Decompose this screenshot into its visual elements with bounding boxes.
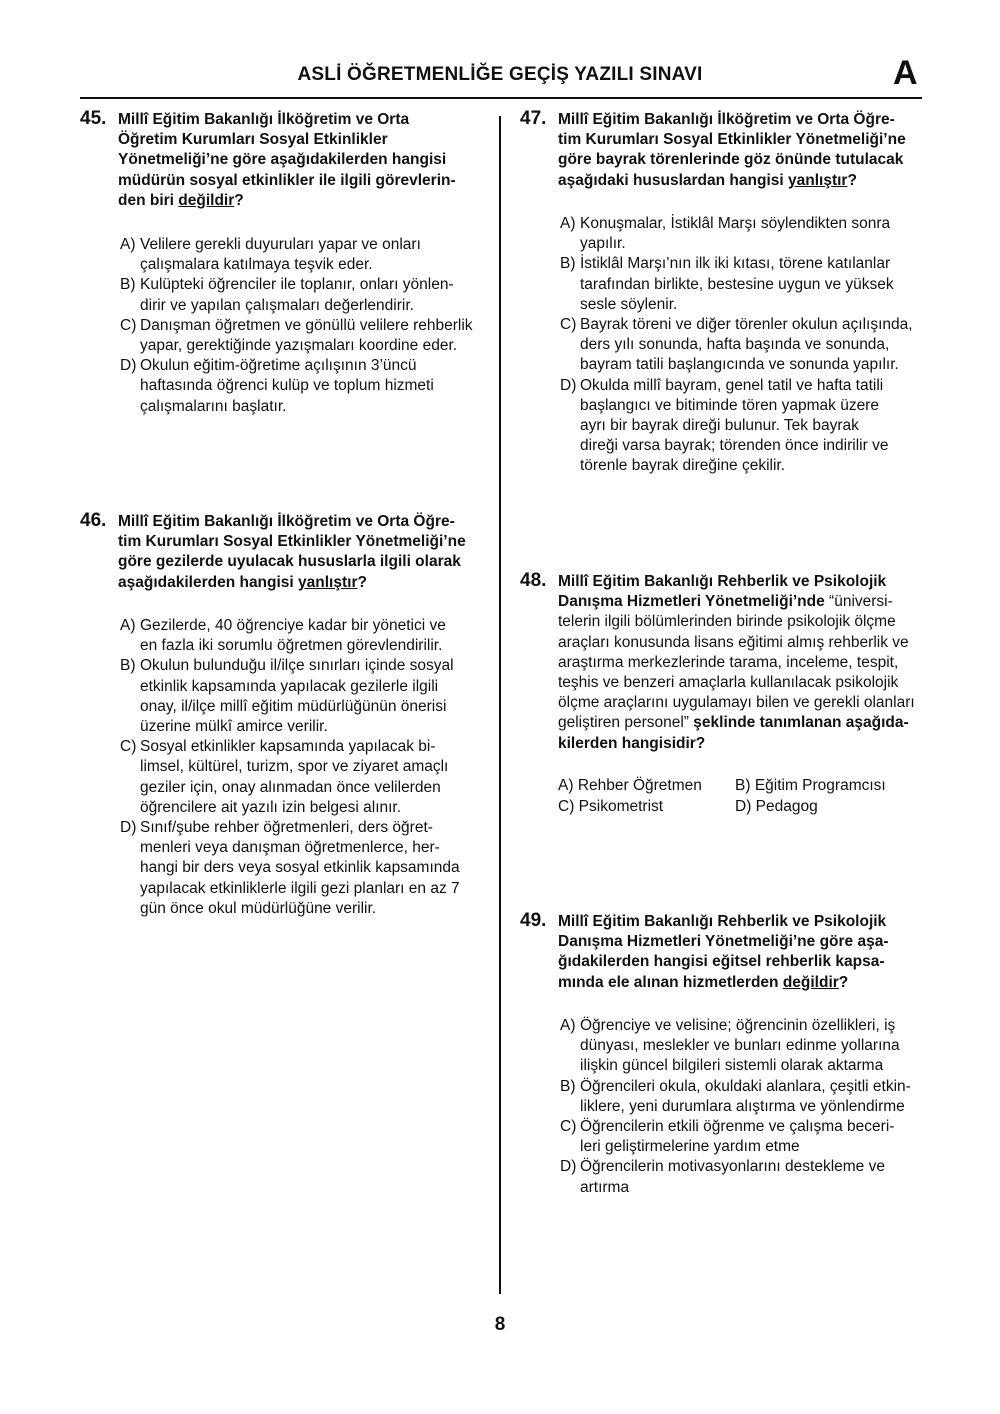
question-number: 47. [520, 108, 547, 129]
choice-d[interactable]: D) Öğrencilerin motivasyonlarını destekleme ve artırma [560, 1158, 885, 1196]
column-divider [499, 116, 501, 1294]
question-number: 46. [80, 510, 107, 531]
exam-title: ASLİ ÖĞRETMENLİĞE GEÇİŞ YAZILI SINAVI [297, 64, 703, 85]
question-stem: Millî Eğitim Bakanlığı Rehberlik ve Psikolojik Danışma Hizmetleri Yönetmeliği’nde “üniversi- telerin ilgili bölümlerinden birinde psikolojik ölçme araçları konusunda lisans eğitimi almış rehberlik ve araştırma merkezlerinde tarama, inceleme, tespit, teşhis ve benzeri amaçlarla kullanılacak psikolojik ölçme araçlarını uygulamayı bilen ve gerekli olanları geliştiren personel” şeklinde tanımlanan aşağıda- kilerden hangisidir? [558, 573, 915, 752]
question-stem: Millî Eğitim Bakanlığı Rehberlik ve Psikolojik Danışma Hizmetleri Yönetmeliği’ne göre aşa- ğıdakilerden hangisi eğitsel rehberlik kapsa- mında ele alınan hizmetlerden değildir? [558, 913, 889, 991]
choice-d[interactable]: D) Sınıf/şube rehber öğretmenleri, ders öğret- menleri veya danışman öğretmenlerce, her- hangi bir ders veya sosyal etkinlik kapsamında yapılacak etkinliklerle ilgili gezi planları en az 7 gün önce okul müdürlüğüne verilir. [120, 819, 460, 917]
choice-c[interactable]: C) Sosyal etkinlikler kapsamında yapılacak bi- limsel, kültürel, turizm, spor ve ziyaret amaçlı geziler için, onay alınmadan önce velilerden öğrencilere ait yazılı izin belgesi alınır. [120, 738, 449, 816]
answer-choices [560, 1016, 935, 1198]
header-divider [80, 97, 922, 99]
question-stem: Millî Eğitim Bakanlığı İlköğretim ve Orta Öğre- tim Kurumları Sosyal Etkinlikler Yönetmeliği’ne göre gezilerde uyulacak hususlarla ilgili olarak aşağıdakilerden hangisi yanlıştır? [118, 513, 466, 591]
choice-b[interactable]: B) Kulüpteki öğrenciler ile toplanır, onları yönlen- dirir ve yapılan çalışmaları değerlendirir. [120, 276, 454, 314]
choice-b[interactable]: B) İstiklâl Marşı’nın ilk iki kıtası, törene katılanlar tarafından birlikte, bestesine uygun ve yüksek sesle söylenir. [560, 255, 894, 313]
answer-choices [558, 776, 935, 817]
choice-a[interactable]: A) Gezilerde, 40 öğrenciye kadar bir yönetici ve en fazla iki sorumlu öğretmen görevlendirilir. [120, 617, 446, 655]
choice-a[interactable]: A) Konuşmalar, İstiklâl Marşı söylendikten sonra yapılır. [560, 215, 891, 253]
choice-a[interactable]: A) Öğrenciye ve velisine; öğrencinin özellikleri, iş dünyası, meslekler ve bunları edinme yollarına ilişkin güncel bilgileri sistemli olarak aktarma [560, 1017, 900, 1075]
question-49 [520, 912, 930, 1202]
choice-c[interactable]: C) Öğrencilerin etkili öğrenme ve çalışma beceri- leri geliştirmelerine yardım etme [560, 1118, 895, 1156]
choice-c[interactable]: C) Bayrak töreni ve diğer törenler okulun açılışında, ders yılı sonunda, hafta başında ve sonunda, bayram tatili başlangıcında ve sonunda yapılır. [560, 316, 913, 374]
answer-choices [120, 235, 490, 417]
question-48 [520, 572, 930, 822]
question-number: 49. [520, 910, 547, 931]
question-stem: Millî Eğitim Bakanlığı İlköğretim ve Orta Öğretim Kurumları Sosyal Etkinlikler Yönetmeliği’ne göre aşağıdakilerden hangisi müdürün sosyal etkinlikler ile ilgili görevlerin- den biri değildir? [118, 111, 456, 209]
choice-d[interactable]: D) Pedagog [735, 797, 818, 815]
choice-d[interactable]: D) Okulda millî bayram, genel tatil ve hafta tatili başlangıcı ve bitiminde tören yapmak üzere ayrı bir bayrak direği bulunur. Tek bayrak direği varsa bayrak; törenden önce indirilir ve törenle bayrak direğine çekilir. [560, 376, 889, 475]
answer-choices [120, 616, 495, 919]
choice-a[interactable]: A) Rehber Öğretmen [558, 777, 702, 794]
booklet-type: A [893, 54, 918, 92]
question-47 [520, 110, 930, 480]
answer-choices [560, 214, 935, 477]
choice-b[interactable]: B) Okulun bulunduğu il/ilçe sınırları içinde sosyal etkinlik kapsamında yapılacak gezilerle ilgili onay, il/ilçe millî eğitim müdürlüğünün önerisi üzerine mülkî amirce verilir. [120, 657, 454, 736]
choice-c[interactable]: C) Psikometrist [558, 797, 664, 815]
choice-b[interactable]: B) Eğitim Programcısı [735, 777, 886, 794]
question-number: 45. [80, 108, 107, 129]
question-stem: Millî Eğitim Bakanlığı İlköğretim ve Orta Öğre- tim Kurumları Sosyal Etkinlikler Yönetmeliği’ne göre bayrak törenlerinde göz önünde tutulacak aşağıdaki hususlardan hangisi yanlıştır? [558, 111, 906, 189]
choice-c[interactable]: C) Danışman öğretmen ve gönüllü velilere rehberlik yapar, gerektiğinde yazışmaları koordine eder. [120, 316, 473, 355]
question-number: 48. [520, 570, 547, 591]
choice-a[interactable]: A) Velilere gerekli duyuruları yapar ve onları çalışmalara katılmaya teşvik eder. [120, 236, 421, 274]
choice-b[interactable]: B) Öğrencileri okula, okuldaki alanlara, çeşitli etkin- liklere, yeni durumlara alıştırma ve yönlendirme [560, 1077, 911, 1115]
page-number: 8 [494, 1314, 506, 1335]
question-46 [80, 512, 490, 922]
question-45 [80, 110, 490, 430]
choice-d[interactable]: D) Okulun eğitim-öğretime açılışının 3’üncü haftasında öğrenci kulüp ve toplum hizmeti çalışmalarını başlatır. [120, 357, 434, 415]
